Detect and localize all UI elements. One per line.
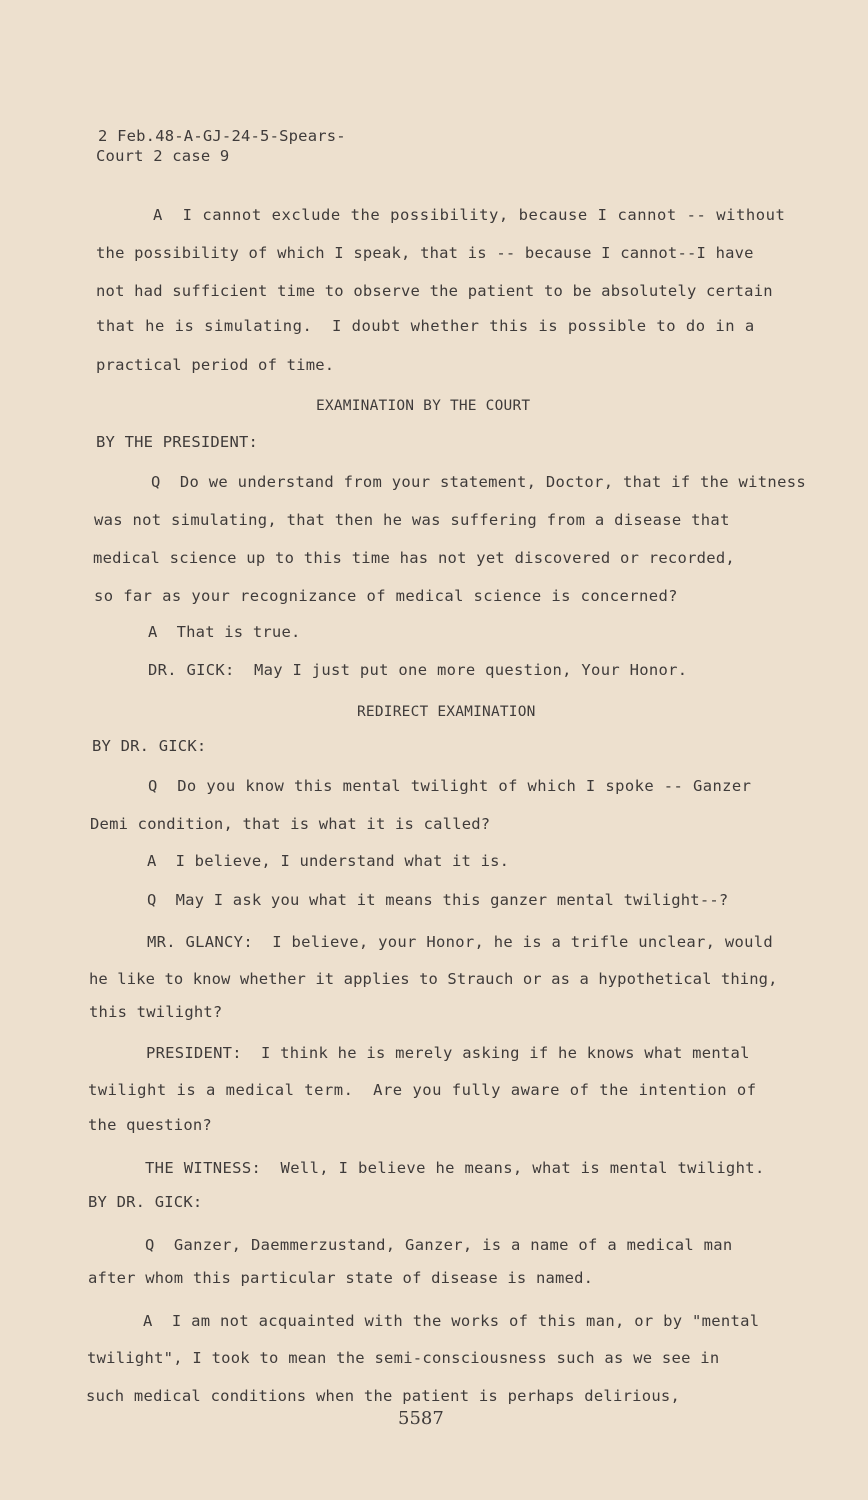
testimony-line: he like to know whether it applies to Strauch or as a hypothetical thing, <box>89 970 778 988</box>
testimony-line: practical period of time. <box>96 356 335 374</box>
testimony-line: A I am not acquainted with the works of this man, or by "mental <box>143 1312 760 1330</box>
testimony-line: Q Ganzer, Daemmerzustand, Ganzer, is a name of a medical man <box>145 1236 733 1254</box>
section-heading: REDIRECT EXAMINATION <box>357 704 536 720</box>
testimony-line: MR. GLANCY: I believe, your Honor, he is a trifle unclear, would <box>147 933 774 951</box>
speaker-heading: BY DR. GICK: <box>92 737 207 755</box>
testimony-line: the possibility of which I speak, that is -- because I cannot--I have <box>96 244 754 262</box>
testimony-line: PRESIDENT: I think he is merely asking if he knows what mental <box>146 1044 750 1062</box>
testimony-line: the question? <box>88 1116 212 1134</box>
header-line-2: Court 2 case 9 <box>96 147 230 165</box>
testimony-line: this twilight? <box>89 1003 223 1021</box>
header-line-1: 2 Feb.48-A-GJ-24-5-Spears- <box>98 127 346 145</box>
page-number: 5587 <box>398 1408 444 1429</box>
testimony-line: was not simulating, that then he was suffering from a disease that <box>94 511 730 529</box>
testimony-line: A That is true. <box>148 623 301 641</box>
testimony-line: DR. GICK: May I just put one more question, Your Honor. <box>148 661 688 679</box>
testimony-line: Q Do we understand from your statement, Doctor, that if the witness <box>151 473 806 491</box>
testimony-line: that he is simulating. I doubt whether this is possible to do in a <box>96 317 755 335</box>
testimony-line: not had sufficient time to observe the patient to be absolutely certain <box>96 282 773 300</box>
testimony-line: Q May I ask you what it means this ganzer mental twilight--? <box>147 891 729 909</box>
testimony-line: Demi condition, that is what it is called? <box>90 815 491 833</box>
section-heading: EXAMINATION BY THE COURT <box>316 398 531 414</box>
testimony-line: twilight", I took to mean the semi-consciousness such as we see in <box>87 1349 720 1367</box>
testimony-line: twilight is a medical term. Are you fully aware of the intention of <box>88 1081 757 1099</box>
testimony-line: A I believe, I understand what it is. <box>147 852 510 870</box>
speaker-heading: BY DR. GICK: <box>88 1193 203 1211</box>
speaker-heading: BY THE PRESIDENT: <box>96 433 259 451</box>
testimony-line: after whom this particular state of disease is named. <box>88 1269 594 1287</box>
testimony-line: Q Do you know this mental twilight of which I spoke -- Ganzer <box>148 777 752 795</box>
testimony-line: A I cannot exclude the possibility, because I cannot -- without <box>153 206 786 224</box>
testimony-line: so far as your recognizance of medical science is concerned? <box>94 587 678 605</box>
testimony-line: such medical conditions when the patient is perhaps delirious, <box>86 1387 681 1405</box>
testimony-line: THE WITNESS: Well, I believe he means, what is mental twilight. <box>145 1159 765 1177</box>
testimony-line: medical science up to this time has not yet discovered or recorded, <box>93 549 735 567</box>
